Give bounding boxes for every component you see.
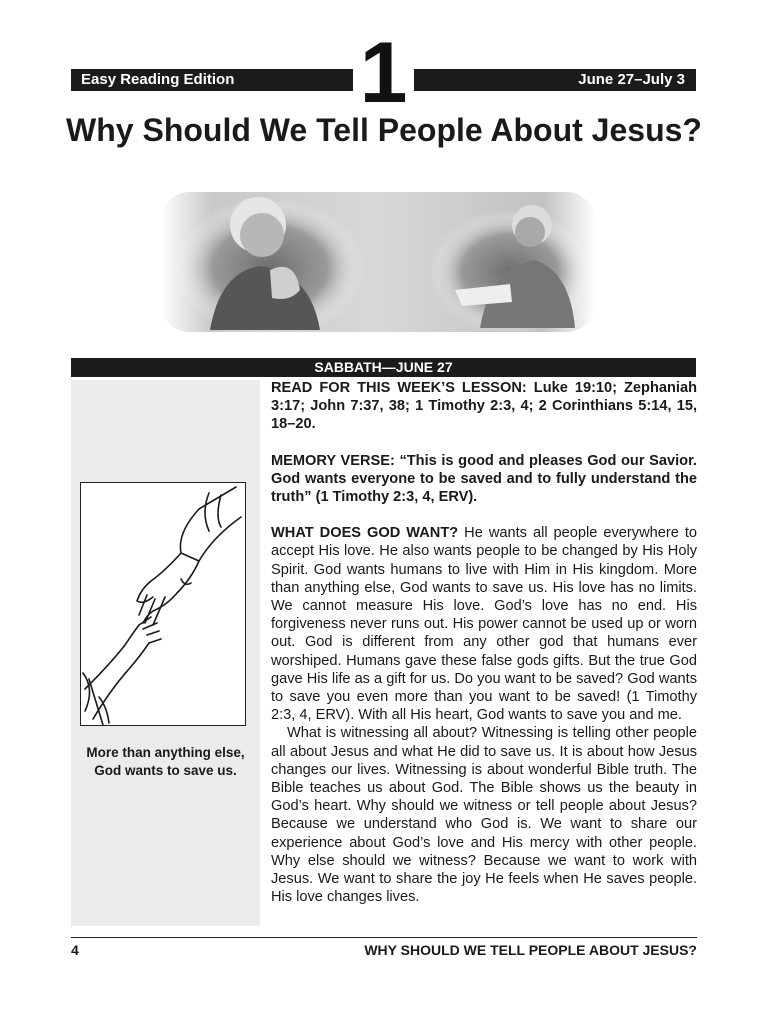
paragraph-body: He wants all people everywhere to accept His love. He also wants people to be changed by His Holy Spirit. God wants humans to live with Him in His kingdom. More than anything else, God wants to save us. His love has no limits. We cannot measure His love. God’s love has no end. His forgiveness never runs out. His power cannot be used up or worn out. God is different from any other god that humans ever worshiped. Humans gave these false gods gifts. But the true God gave His life as a gift for us. Do you want to be saved? God wants to save you even more than you want to be saved! (1 Timothy 2:3, 4, ERV). With all His heart, God wants to save you and me. [271,525,697,724]
page-number: 4 [71,942,79,958]
lesson-dates: June 27–July 3 [414,69,696,91]
illustration-caption: More than anything else, God wants to save us. [86,745,245,778]
elderly-women-praying-and-reading-photo-icon [150,180,606,342]
lesson-body [271,379,697,906]
page-title: Why Should We Tell People About Jesus? [66,112,702,148]
paragraph-witnessing: What is witnessing all about? Witnessing is telling other people all about Jesus and what He did to save us. It is about how Jesus changes our lives. Witnessing is about wonderful Bible truth. The Bible teaches us about God. The Bible shows us the beauty in God’s heart. Why should we witness or tell people about Jesus? Because we understand who God is. We want to share our experience about God’s love and His mercy with other people. Why else should we witness? Because we want to work with Jesus. We want to share the joy He feels when He saves people. His love changes lives. [271,725,697,906]
reading-assignment: READ FOR THIS WEEK’S LESSON: Luke 19:10; Zephaniah 3:17; John 7:37, 38; 1 Timothy 2:3, 4; 2 Corinthians 5:14, 15, 18–20. [271,380,697,433]
footer-divider [71,937,697,938]
running-title: WHY SHOULD WE TELL PEOPLE ABOUT JESUS? [364,942,697,958]
edition-label: Easy Reading Edition [71,69,353,91]
paragraph-what-does-god-want [271,524,697,724]
hero-photo [150,180,606,342]
lesson-number: 1 [359,25,408,121]
memory-verse: MEMORY VERSE: “This is good and pleases God our Savior. God wants everyone to be saved and to fully understand the truth” (1 Timothy 2:3, 4, ERV). [271,452,697,506]
illustration-frame [80,482,246,726]
day-heading: SABBATH—JUNE 27 [71,358,696,377]
reaching-hands-drawing-icon [81,483,245,725]
paragraph-lead-heading: WHAT DOES GOD WANT? [271,525,459,542]
